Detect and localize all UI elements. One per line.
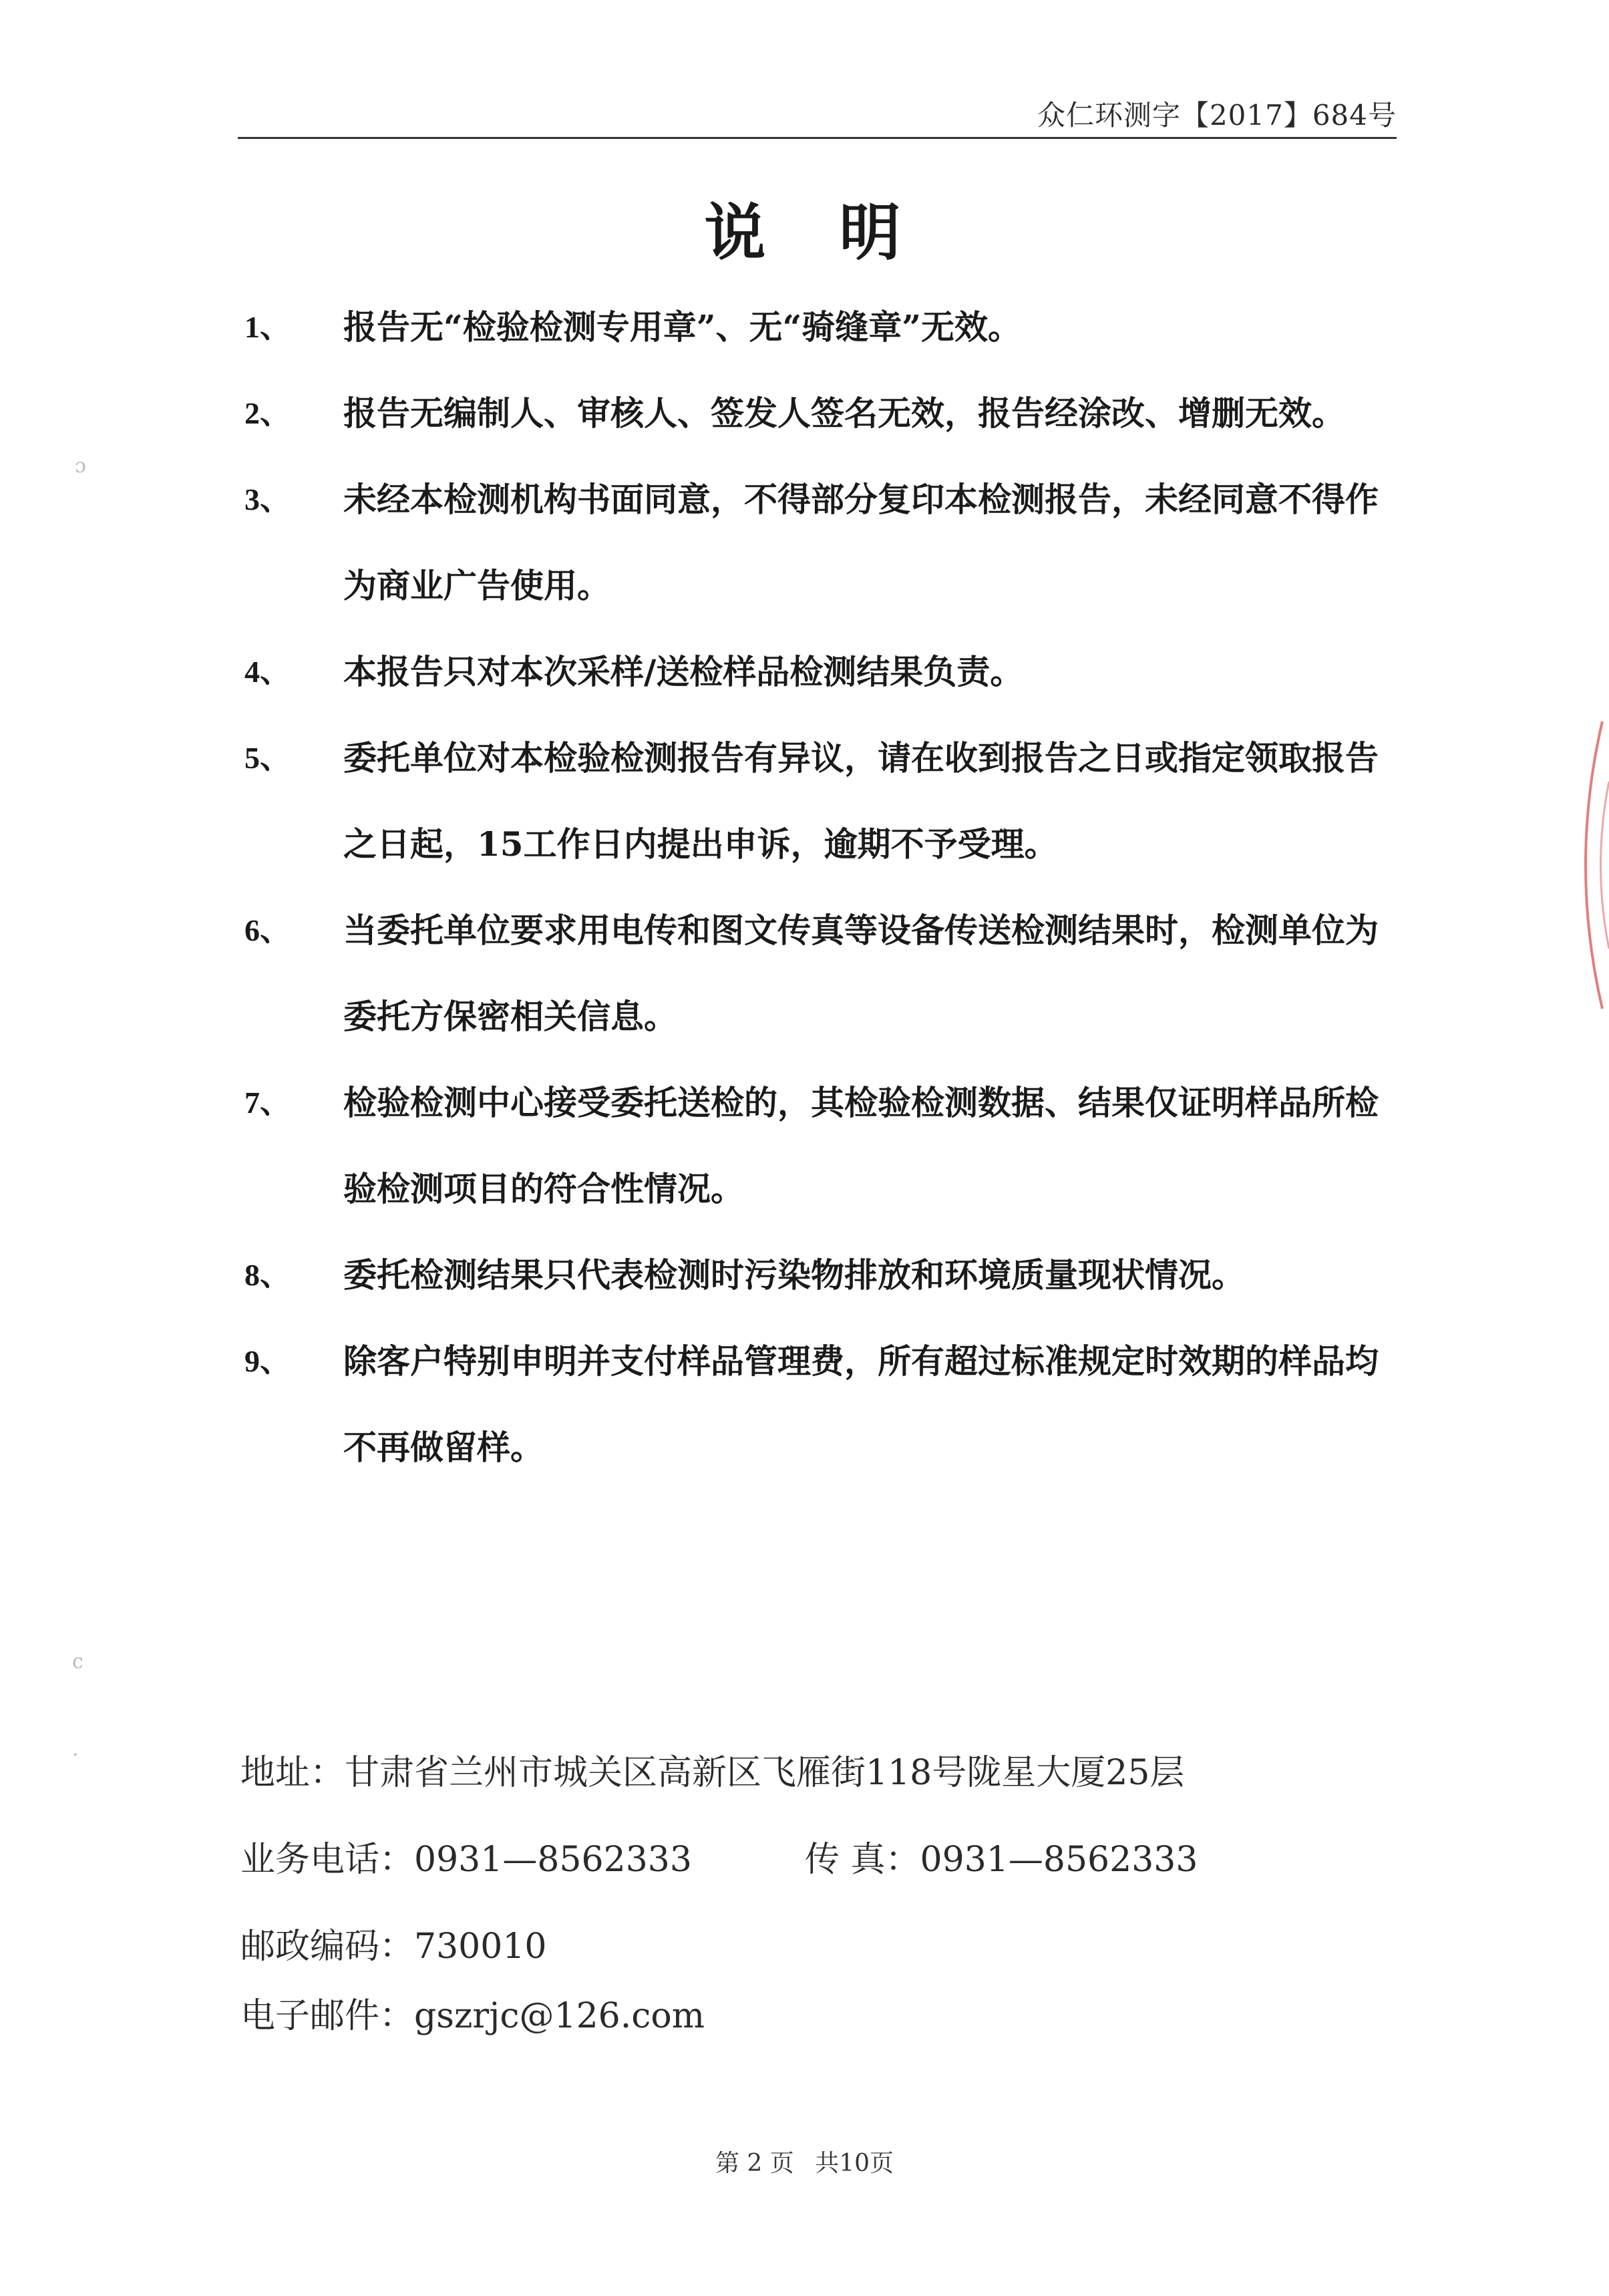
item-number: 3、 [244,482,291,516]
scan-speck: ɔ [75,454,86,478]
total-pages: 共10页 [815,2150,894,2177]
list-item [0,370,1609,456]
scan-speck: · [72,1744,79,1767]
address-row [240,1745,1184,1832]
item-number: 7、 [244,1086,291,1120]
item-text: 检验检测中心接受委托送检的，其检验检测数据、结果仅证明样品所检验检测项目的符合性情况。 [343,1083,1379,1208]
list-item [0,1232,1609,1318]
item-text: 本报告只对本次采样/送检样品检测结果负责。 [343,652,1024,691]
fax-label: 传 真： [805,1840,920,1880]
item-text: 未经本检测机构书面同意，不得部分复印本检测报告，未经同意不得作为商业广告使用。 [343,480,1379,605]
item-number: 9、 [244,1344,291,1378]
title-char-1: 说 [704,196,770,269]
list-item [0,629,1609,715]
item-number: 8、 [244,1258,291,1292]
list-item [0,715,1609,887]
item-number: 5、 [244,741,291,775]
item-text: 除客户特别申明并支付样品管理费，所有超过标准规定时效期的样品均不再做留样。 [343,1341,1379,1467]
contact-block [240,1745,1198,2075]
postcode-value: 730010 [414,1927,547,1967]
report-number: 众仁环测字【2017】684号 [1037,99,1397,132]
phone-row [240,1832,1198,1919]
address-value: 甘肃省兰州市城关区高新区飞雁街118号陇星大厦25层 [345,1753,1185,1793]
item-number: 4、 [244,655,291,689]
item-text: 委托检测结果只代表检测时污染物排放和环境质量现状情况。 [343,1255,1245,1295]
current-page: 第 2 页 [715,2150,794,2177]
email-row [240,1988,1184,2075]
list-item [0,456,1609,629]
item-text: 当委托单位要求用电传和图文传真等设备传送检测结果时，检测单位为委托方保密相关信息。 [343,911,1379,1036]
list-item [0,1318,1609,1490]
list-item [0,1059,1609,1232]
item-number: 1、 [244,310,291,344]
item-number: 6、 [244,913,291,947]
list-item [0,284,1609,370]
title-char-2: 明 [839,196,905,269]
fax-value: 0931—8562333 [920,1840,1198,1880]
scan-speck: c [72,1650,83,1673]
email-label: 电子邮件： [240,1996,415,2036]
seal-arc-inner [1601,782,1609,949]
email-value: gszrjc@126.com [414,1996,705,2036]
notice-list [0,284,1609,1490]
address-label: 地址： [240,1753,345,1793]
phone-value: 0931—8562333 [414,1840,692,1880]
postcode-row [240,1919,1184,1988]
item-number: 2、 [244,396,291,430]
page-title [0,184,1609,272]
item-text: 报告无“检验检测专用章”、无“骑缝章”无效。 [343,307,1022,347]
list-item [0,887,1609,1059]
item-text: 委托单位对本检验检测报告有异议，请在收到报告之日或指定领取报告之日起，15工作日内提出申诉，逾期不予受理。 [343,738,1379,864]
phone-label: 业务电话： [240,1840,415,1880]
postcode-label: 邮政编码： [240,1927,415,1967]
header-rule [238,137,1397,139]
fax-field [805,1832,1198,1888]
item-text: 报告无编制人、审核人、签发人签名无效，报告经涂改、增删无效。 [343,393,1345,433]
page-number [0,2144,1609,2178]
seal-fragment [1562,708,1609,1022]
